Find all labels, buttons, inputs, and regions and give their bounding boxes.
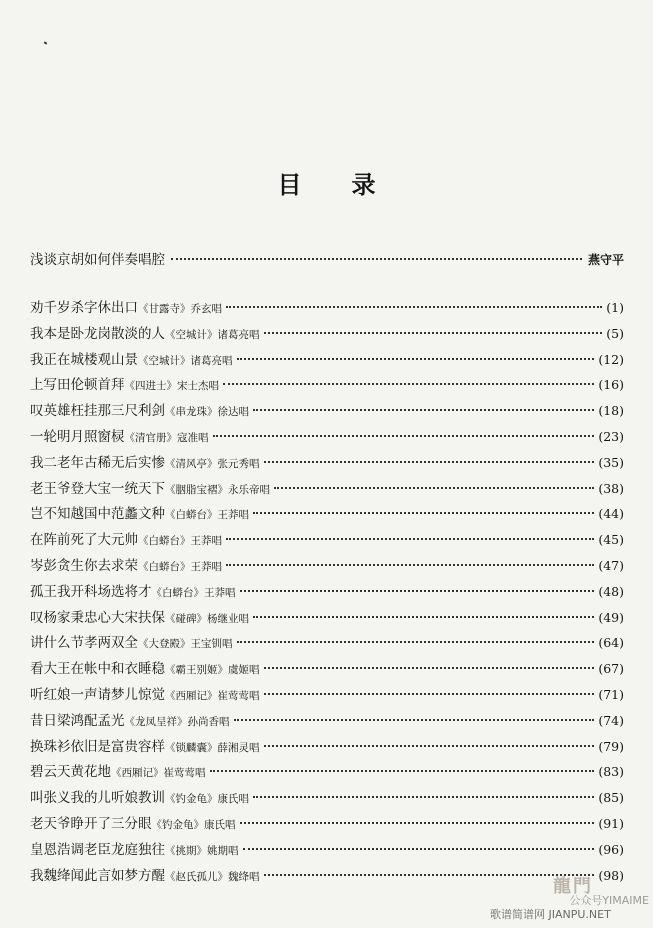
toc-entry [30, 399, 624, 425]
entry-title: 我二老年古稀无后实惨 [30, 454, 165, 471]
entry-source: 《白蟒台》王莽唱 [151, 586, 236, 599]
entry-page: (44) [598, 506, 624, 522]
entry-page: (83) [598, 764, 624, 780]
leader-dots [253, 409, 594, 411]
toc-entry [30, 606, 624, 632]
entry-title: 看大王在帐中和衣睡稳 [30, 661, 165, 678]
preface-entry [30, 248, 624, 268]
leader-dots [253, 796, 594, 798]
leader-dots [264, 874, 595, 876]
watermark-site: 歌谱简谱网 JIANPU.NET [490, 908, 611, 921]
toc-entry [30, 322, 624, 348]
entry-title: 劝千岁杀字休出口 [30, 300, 138, 316]
leader-dots [264, 461, 595, 463]
toc-entry [30, 683, 624, 709]
entry-source: 《锁麟囊》薛湘灵唱 [165, 741, 260, 754]
toc-entry [30, 709, 624, 735]
toc-entry [30, 554, 624, 580]
toc-entry [30, 812, 624, 838]
leader-dots [240, 822, 595, 824]
entry-page: (12) [598, 351, 624, 367]
entry-page: (45) [598, 532, 624, 548]
entry-page: (1) [606, 300, 624, 315]
toc-entry [30, 348, 624, 374]
entry-source: 《挑期》姚期唱 [165, 844, 239, 857]
entry-page: (16) [598, 377, 624, 393]
entry-page: (48) [598, 583, 624, 599]
toc-entry [30, 786, 624, 812]
leader-dots [264, 693, 595, 695]
entry-page: (35) [598, 454, 624, 470]
scan-speck [44, 41, 48, 44]
entry-title: 碧云天黄花地 [30, 764, 111, 781]
entry-page: (18) [598, 403, 624, 419]
entry-source: 《钓金龟》康氏唱 [165, 793, 249, 806]
toc-entry [30, 373, 624, 399]
entry-page: (64) [598, 635, 624, 651]
entry-title: 我正在城楼观山景 [30, 351, 138, 368]
entry-source: 《碰碑》杨继业唱 [165, 612, 249, 625]
entry-source: 《清风亭》张元秀唱 [165, 457, 260, 470]
entry-page: (96) [598, 841, 624, 857]
leader-dots [210, 770, 595, 772]
toc-entry [30, 451, 624, 477]
toc-entry [30, 864, 624, 890]
entry-source: 《赵氏孤儿》魏绛唱 [165, 870, 260, 883]
entry-source: 《白蟒台》王莽唱 [165, 509, 249, 522]
toc-entry [30, 502, 624, 528]
entry-source: 《四进士》宋士杰唱 [124, 380, 219, 393]
leader-dots [171, 258, 582, 260]
leader-dots [264, 667, 595, 669]
toc-entry [30, 425, 624, 451]
toc-entry [30, 838, 624, 864]
entry-source: 《钓金龟》康氏唱 [151, 818, 236, 831]
entry-title: 一轮明月照窗棂 [30, 428, 125, 445]
entry-source: 《胭脂宝褶》永乐帝唱 [165, 483, 270, 496]
entry-page: (91) [598, 815, 624, 831]
entry-title: 我魏绛闻此言如梦方醒 [30, 867, 165, 884]
toc-entry [30, 477, 624, 503]
entry-title: 换珠衫依旧是富贵容样 [30, 738, 165, 755]
watermark-logo: 龍門 [553, 876, 593, 897]
entry-source: 《串龙珠》徐达唱 [165, 406, 249, 419]
entry-source: 《空城计》诸葛亮唱 [138, 354, 233, 367]
entry-title: 昔日梁鸿配孟光 [30, 712, 125, 729]
leader-dots [253, 616, 594, 618]
preface-title: 浅谈京胡如何伴奏唱腔 [30, 252, 165, 268]
leader-dots [274, 487, 594, 489]
toc-entry [30, 735, 624, 761]
entry-title: 讲什么节孝两双全 [30, 635, 138, 652]
entry-source: 《龙凤呈祥》孙尚香唱 [124, 715, 230, 728]
entry-title: 岂不知越国中范蠡文种 [30, 506, 165, 523]
entry-source: 《西厢记》崔莺莺唱 [165, 689, 260, 702]
toc-entry [30, 580, 624, 606]
entry-source: 《霸王别姬》虞姬唱 [165, 664, 260, 677]
entry-title: 老王爷登大宝一统天下 [30, 480, 165, 497]
entry-page: (38) [598, 480, 624, 496]
leader-dots [234, 719, 595, 721]
toc-entry [30, 296, 624, 322]
leader-dots [213, 435, 595, 437]
entry-page: (49) [598, 609, 624, 625]
toc-entry [30, 528, 624, 554]
entry-source: 《空城计》诸葛亮唱 [165, 328, 260, 341]
leader-dots [243, 848, 595, 850]
entry-title: 上写田伦顿首拜 [30, 377, 125, 394]
watermark-wechat: 公众号YIMAIME [569, 894, 649, 907]
entry-title: 听红娘一声请梦儿惊觉 [30, 686, 165, 703]
leader-dots [264, 745, 595, 747]
leader-dots [226, 564, 594, 566]
entry-source: 《清官册》寇准唱 [124, 431, 209, 444]
entry-page: (23) [598, 428, 624, 444]
entry-title: 皇恩浩调老臣龙庭独往 [30, 841, 165, 858]
leader-dots [253, 512, 594, 514]
entry-title: 岑彭贪生你去求荣 [30, 557, 138, 574]
entry-source: 《白蟒台》王莽唱 [138, 535, 222, 548]
toc-list [30, 296, 624, 889]
entry-title: 叫张义我的儿听娘教训 [30, 790, 165, 807]
entry-title: 叹杨家秉忠心大宋扶保 [30, 609, 165, 626]
entry-page: (79) [598, 738, 624, 754]
entry-page: (74) [598, 712, 624, 728]
toc-entry [30, 657, 624, 683]
leader-dots [237, 641, 595, 643]
preface-author: 燕守平 [587, 253, 624, 267]
leader-dots [226, 538, 594, 540]
leader-dots [226, 306, 602, 308]
entry-source: 《甘露寺》乔玄唱 [138, 303, 222, 315]
entry-title: 叹英雄枉挂那三尺利剑 [30, 403, 165, 420]
entry-source: 《大登殿》王宝钏唱 [138, 638, 233, 651]
leader-dots [264, 332, 603, 334]
entry-source: 《西厢记》崔莺莺唱 [111, 767, 206, 780]
entry-title: 我本是卧龙岗散淡的人 [30, 325, 165, 342]
entry-page: (71) [598, 686, 624, 702]
page-title: 目录 [277, 171, 426, 199]
entry-title: 在阵前死了大元帅 [30, 532, 138, 549]
entry-page: (85) [598, 790, 624, 806]
entry-page: (67) [598, 661, 624, 677]
leader-dots [240, 590, 595, 592]
toc-entry [30, 760, 624, 786]
entry-page: (47) [598, 557, 624, 573]
entry-page: (5) [606, 325, 624, 341]
entry-source: 《白蟒台》王莽唱 [138, 560, 222, 573]
leader-dots [223, 383, 594, 385]
leader-dots [237, 358, 595, 360]
entry-title: 孤王我开科场选将才 [30, 583, 152, 600]
entry-page: (98) [598, 867, 624, 883]
toc-entry [30, 631, 624, 657]
entry-title: 老天爷睁开了三分眼 [30, 815, 152, 832]
